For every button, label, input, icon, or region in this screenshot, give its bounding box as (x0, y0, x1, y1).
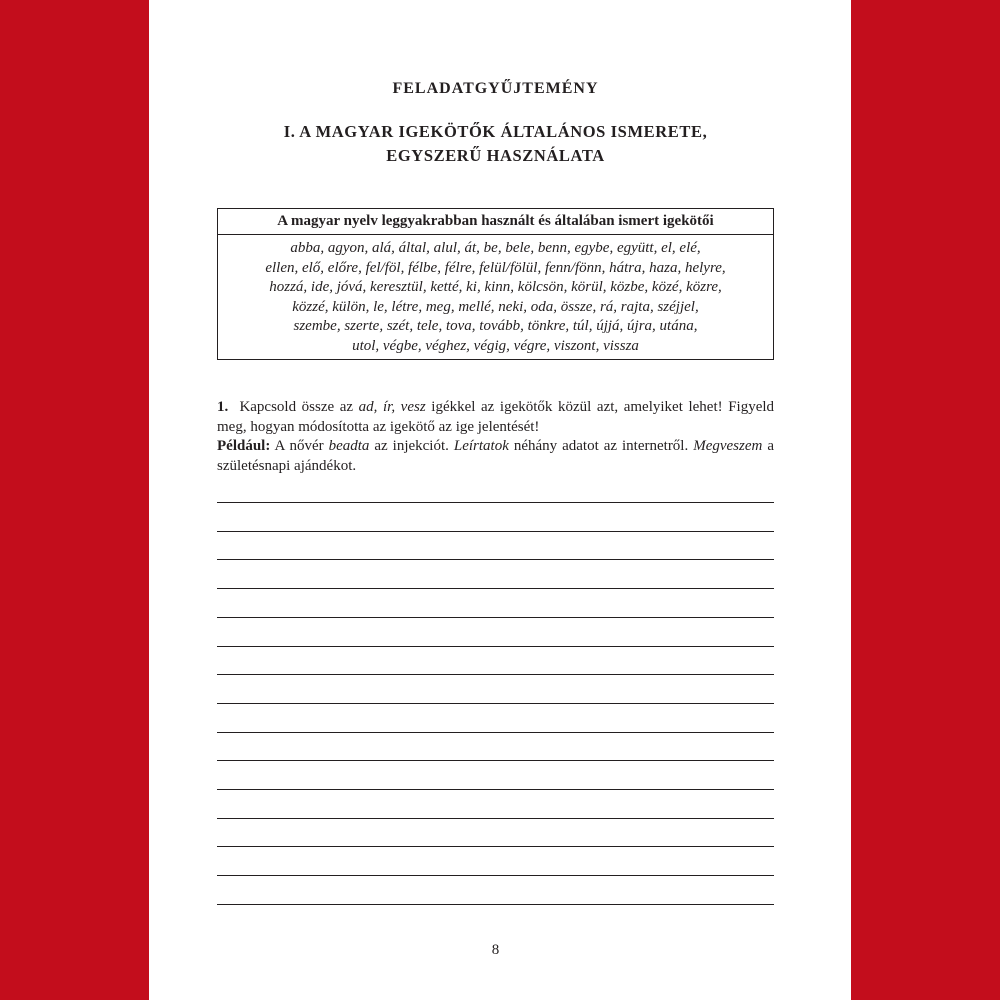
example-text: A nővér (274, 438, 324, 454)
example-text: néhány adatot az internetről. (513, 438, 689, 454)
example-word: Megveszem (693, 438, 763, 454)
section-title: FELADATGYŰJTEMÉNY (392, 80, 599, 97)
answer-line[interactable] (217, 904, 774, 905)
exercise-example (217, 437, 774, 476)
prefix-list-line: hozzá, ide, jóvá, keresztül, ketté, ki, kinn, kölcsön, körül, közbe, közé, közre, (269, 279, 722, 295)
example-text: az injekciót. (374, 438, 449, 454)
answer-line[interactable] (217, 646, 774, 647)
answer-line[interactable] (217, 789, 774, 790)
instruction-verbs: ad, ír, vesz (358, 399, 426, 415)
example-word: Leírtatok (453, 438, 509, 454)
answer-line[interactable] (217, 818, 774, 819)
prefix-list-body (218, 235, 773, 356)
prefix-list-box (217, 208, 774, 360)
answer-line[interactable] (217, 703, 774, 704)
page-number: 8 (491, 942, 500, 958)
prefix-list-header: A magyar nyelv leggyakrabban használt és általában ismert igekötői (218, 209, 773, 235)
answer-line[interactable] (217, 674, 774, 675)
exercise-instruction (217, 398, 774, 437)
answer-line[interactable] (217, 502, 774, 503)
answer-line[interactable] (217, 760, 774, 761)
answer-line[interactable] (217, 617, 774, 618)
prefix-list-line: utol, végbe, véghez, végig, végre, viszont, vissza (352, 337, 639, 354)
example-label: Például: (217, 438, 271, 454)
exercise-1 (217, 398, 774, 476)
answer-line[interactable] (217, 531, 774, 532)
example-word: beadta (328, 438, 370, 454)
answer-line[interactable] (217, 846, 774, 847)
answer-line[interactable] (217, 732, 774, 733)
book-page (149, 0, 851, 1000)
chapter-title-line-1: I. A MAGYAR IGEKÖTŐK ÁLTALÁNOS ISMERETE, (283, 122, 708, 141)
chapter-title (217, 120, 774, 168)
instruction-text: Kapcsold össze az (239, 399, 354, 415)
answer-line[interactable] (217, 588, 774, 589)
exercise-number: 1. (217, 399, 229, 415)
example-text: a születésnapi ajándékot. (217, 438, 774, 474)
prefix-list-line: közzé, külön, le, létre, meg, mellé, neki, oda, össze, rá, rajta, széjjel, (292, 298, 699, 315)
prefix-list-line: szembe, szerte, szét, tele, tova, tovább, tönkre, túl, újjá, újra, utána, (293, 318, 698, 334)
prefix-list-line: ellen, elő, előre, fel/föl, félbe, félre, felül/fölül, fenn/fönn, hátra, haza, helyre, (265, 259, 726, 276)
answer-line[interactable] (217, 559, 774, 560)
prefix-list-line: abba, agyon, alá, által, alul, át, be, bele, benn, egybe, együtt, el, elé, (290, 240, 701, 256)
instruction-text-rest: igékkel az igekötők közül azt, amelyiket lehet! Figyeld meg, hogyan módosította az igekötő az ige jelentését! (217, 399, 775, 435)
chapter-title-line-2: EGYSZERŰ HASZNÁLATA (386, 146, 605, 165)
answer-line[interactable] (217, 875, 774, 876)
